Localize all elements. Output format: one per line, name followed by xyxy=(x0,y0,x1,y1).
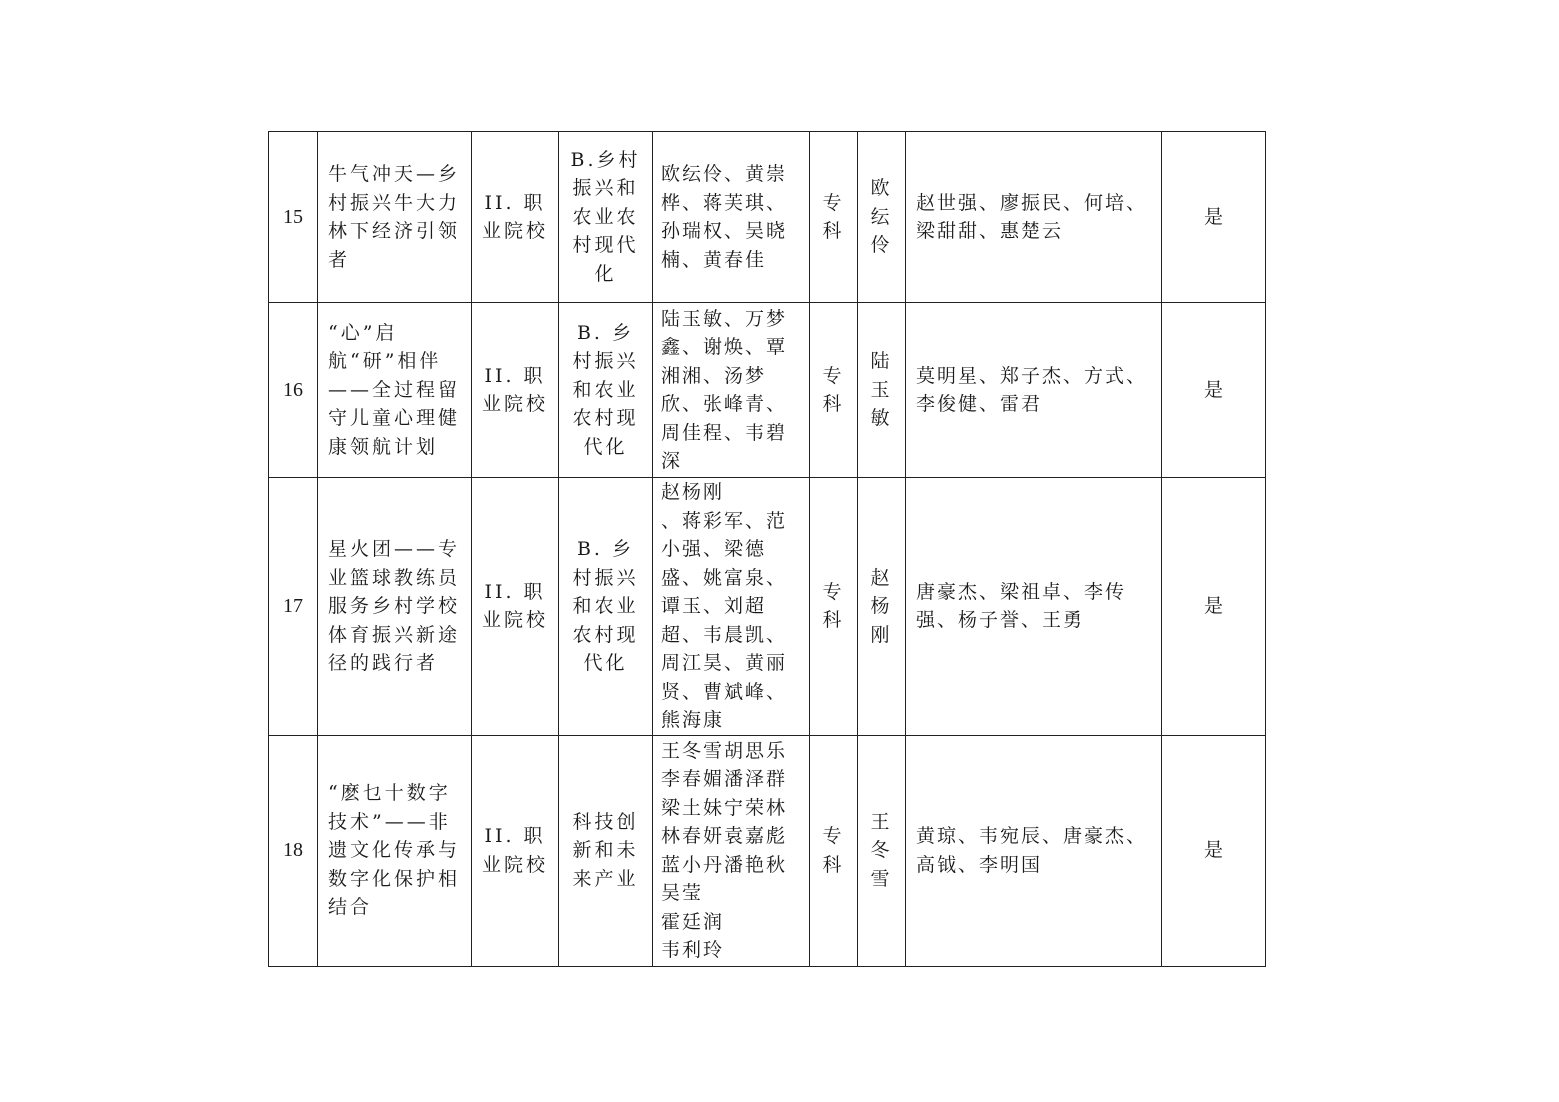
team-members: 王冬雪胡思乐 李春媚潘泽群 梁土妹宁荣林 林春妍袁嘉彪 蓝小丹潘艳秋 吴莹 霍廷润 韦利玲 xyxy=(653,735,810,966)
project-category: II. 职业院校 xyxy=(472,735,559,966)
project-name: “心”启航“研”相伴——全过程留守儿童心理健康领航计划 xyxy=(318,303,472,478)
education-level: 专科 xyxy=(810,478,858,736)
education-level: 专科 xyxy=(810,132,858,303)
project-field: B. 乡村振兴和农业农村现代化 xyxy=(559,303,653,478)
flag-cell: 是 xyxy=(1162,132,1266,303)
advisors: 赵世强、廖振民、何培、梁甜甜、惠楚云 xyxy=(906,132,1162,303)
education-level: 专科 xyxy=(810,735,858,966)
project-category: II. 职业院校 xyxy=(472,132,559,303)
education-level: 专科 xyxy=(810,303,858,478)
project-field: 科技创新和未来产业 xyxy=(559,735,653,966)
table-row xyxy=(269,735,1266,966)
team-leader: 欧纭伶 xyxy=(858,132,906,303)
advisors: 莫明星、郑子杰、方式、李俊健、雷君 xyxy=(906,303,1162,478)
project-name: “麽乜十数字技术”——非遗文化传承与数字化保护相结合 xyxy=(318,735,472,966)
team-members: 陆玉敏、万梦鑫、谢焕、覃湘湘、汤梦欣、张峰青、周佳程、韦碧深 xyxy=(653,303,810,478)
advisors: 黄琼、韦宛辰、唐豪杰、高钺、李明国 xyxy=(906,735,1162,966)
row-number: 18 xyxy=(269,735,318,966)
project-category: II. 职业院校 xyxy=(472,478,559,736)
table-row xyxy=(269,132,1266,303)
row-number: 17 xyxy=(269,478,318,736)
row-number: 16 xyxy=(269,303,318,478)
row-number: 15 xyxy=(269,132,318,303)
team-members: 欧纭伶、黄崇桦、蒋芙琪、孙瑞权、吴晓楠、黄春佳 xyxy=(653,132,810,303)
project-category: II. 职业院校 xyxy=(472,303,559,478)
table-body xyxy=(269,132,1266,967)
project-field: B. 乡村振兴和农业农村现代化 xyxy=(559,478,653,736)
advisors: 唐豪杰、梁祖卓、李传强、杨子誉、王勇 xyxy=(906,478,1162,736)
project-field: B.乡村振兴和农业农村现代化 xyxy=(559,132,653,303)
flag-cell: 是 xyxy=(1162,478,1266,736)
team-members: 赵杨刚 、蒋彩军、范小强、梁德盛、姚富泉、谭玉、刘超超、韦晨凯、周江昊、黄丽贤、曹斌峰、熊海康 xyxy=(653,478,810,736)
team-leader: 赵杨刚 xyxy=(858,478,906,736)
project-name: 牛气冲天—乡村振兴牛大力林下经济引领者 xyxy=(318,132,472,303)
team-leader: 王冬雪 xyxy=(858,735,906,966)
project-table xyxy=(268,131,1266,967)
flag-cell: 是 xyxy=(1162,735,1266,966)
flag-cell: 是 xyxy=(1162,303,1266,478)
table-row xyxy=(269,478,1266,736)
team-leader: 陆玉敏 xyxy=(858,303,906,478)
project-name: 星火团——专业篮球教练员服务乡村学校体育振兴新途径的践行者 xyxy=(318,478,472,736)
table-row xyxy=(269,303,1266,478)
